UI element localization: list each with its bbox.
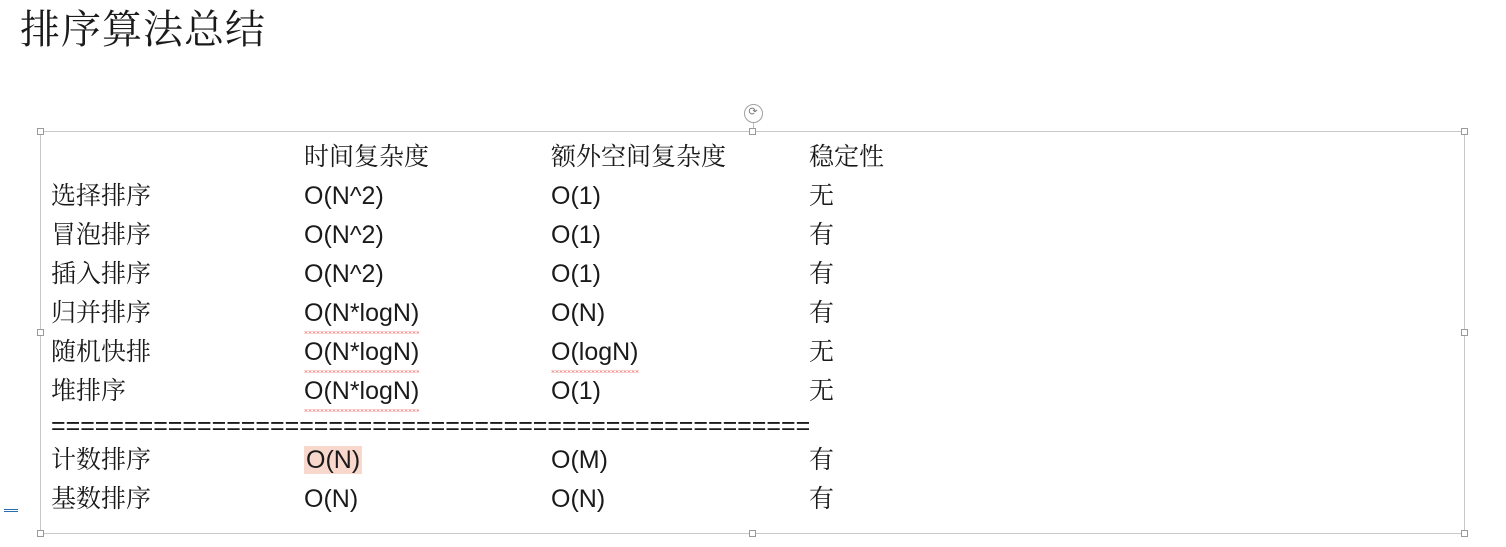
table-header-row [41,138,1464,177]
table-row [41,333,1464,372]
table-row [41,372,1464,411]
spellcheck-underline: O(N*logN) [304,294,419,333]
header-cell-space: 额外空间复杂度 [551,143,727,171]
cell-space-complexity: O(1) [551,377,601,405]
cell-time-complexity [304,333,551,372]
divider-line: ==================================================== [51,412,811,440]
cell-stability: 无 [809,377,835,405]
cell-time-complexity [304,294,551,333]
cell-algorithm-name: 计数排序 [51,446,152,474]
cell-time-complexity: O(N^2) [304,182,384,210]
cell-stability: 无 [809,182,835,210]
cell-stability: 有 [809,299,835,327]
cell-space-complexity: O(N) [551,485,606,513]
cell-space-complexity: O(M) [551,446,608,474]
cell-stability: 有 [809,446,835,474]
cell-space-complexity: O(N) [551,299,606,327]
page-title: 排序算法总结 [20,8,266,52]
cell-time-complexity: O(N^2) [304,260,384,288]
cell-stability: 有 [809,221,835,249]
zoom-divide-icon[interactable] [0,508,22,534]
cell-space-complexity: O(1) [551,221,601,249]
table-row [41,177,1464,216]
header-cell-stable: 稳定性 [809,143,885,171]
table-row [41,216,1464,255]
zoom-icon-bar-bottom [4,511,18,512]
cell-stability: 无 [809,338,835,366]
header-cell-time: 时间复杂度 [304,143,430,171]
table-row [41,255,1464,294]
highlighted-text: O(N) [306,446,361,474]
zoom-icon-bar-top [4,509,18,510]
table-row [41,441,1464,480]
cell-space-complexity [551,333,809,372]
cell-space-complexity: O(1) [551,260,601,288]
cell-space-complexity: O(1) [551,182,601,210]
rotate-handle[interactable]: ⟳ [744,104,763,123]
cell-algorithm-name: 插入排序 [51,260,152,288]
spellcheck-underline: O(logN) [551,333,639,372]
cell-algorithm-name: 随机快排 [51,338,152,366]
cell-time-complexity [304,441,551,480]
cell-algorithm-name: 基数排序 [51,485,152,513]
cell-algorithm-name: 堆排序 [51,377,127,405]
cell-algorithm-name: 归并排序 [51,299,152,327]
cell-algorithm-name: 选择排序 [51,182,152,210]
cell-time-complexity: O(N) [304,485,359,513]
selected-text-box[interactable] [40,106,1465,534]
cell-stability: 有 [809,485,835,513]
cell-stability: 有 [809,260,835,288]
algorithm-summary-table [41,132,1464,533]
cell-time-complexity [304,372,551,411]
cell-time-complexity: O(N^2) [304,221,384,249]
spellcheck-underline: O(N*logN) [304,372,419,411]
table-row [41,480,1464,519]
spellcheck-underline: O(N*logN) [304,333,419,372]
cell-algorithm-name: 冒泡排序 [51,221,152,249]
table-row [41,294,1464,333]
